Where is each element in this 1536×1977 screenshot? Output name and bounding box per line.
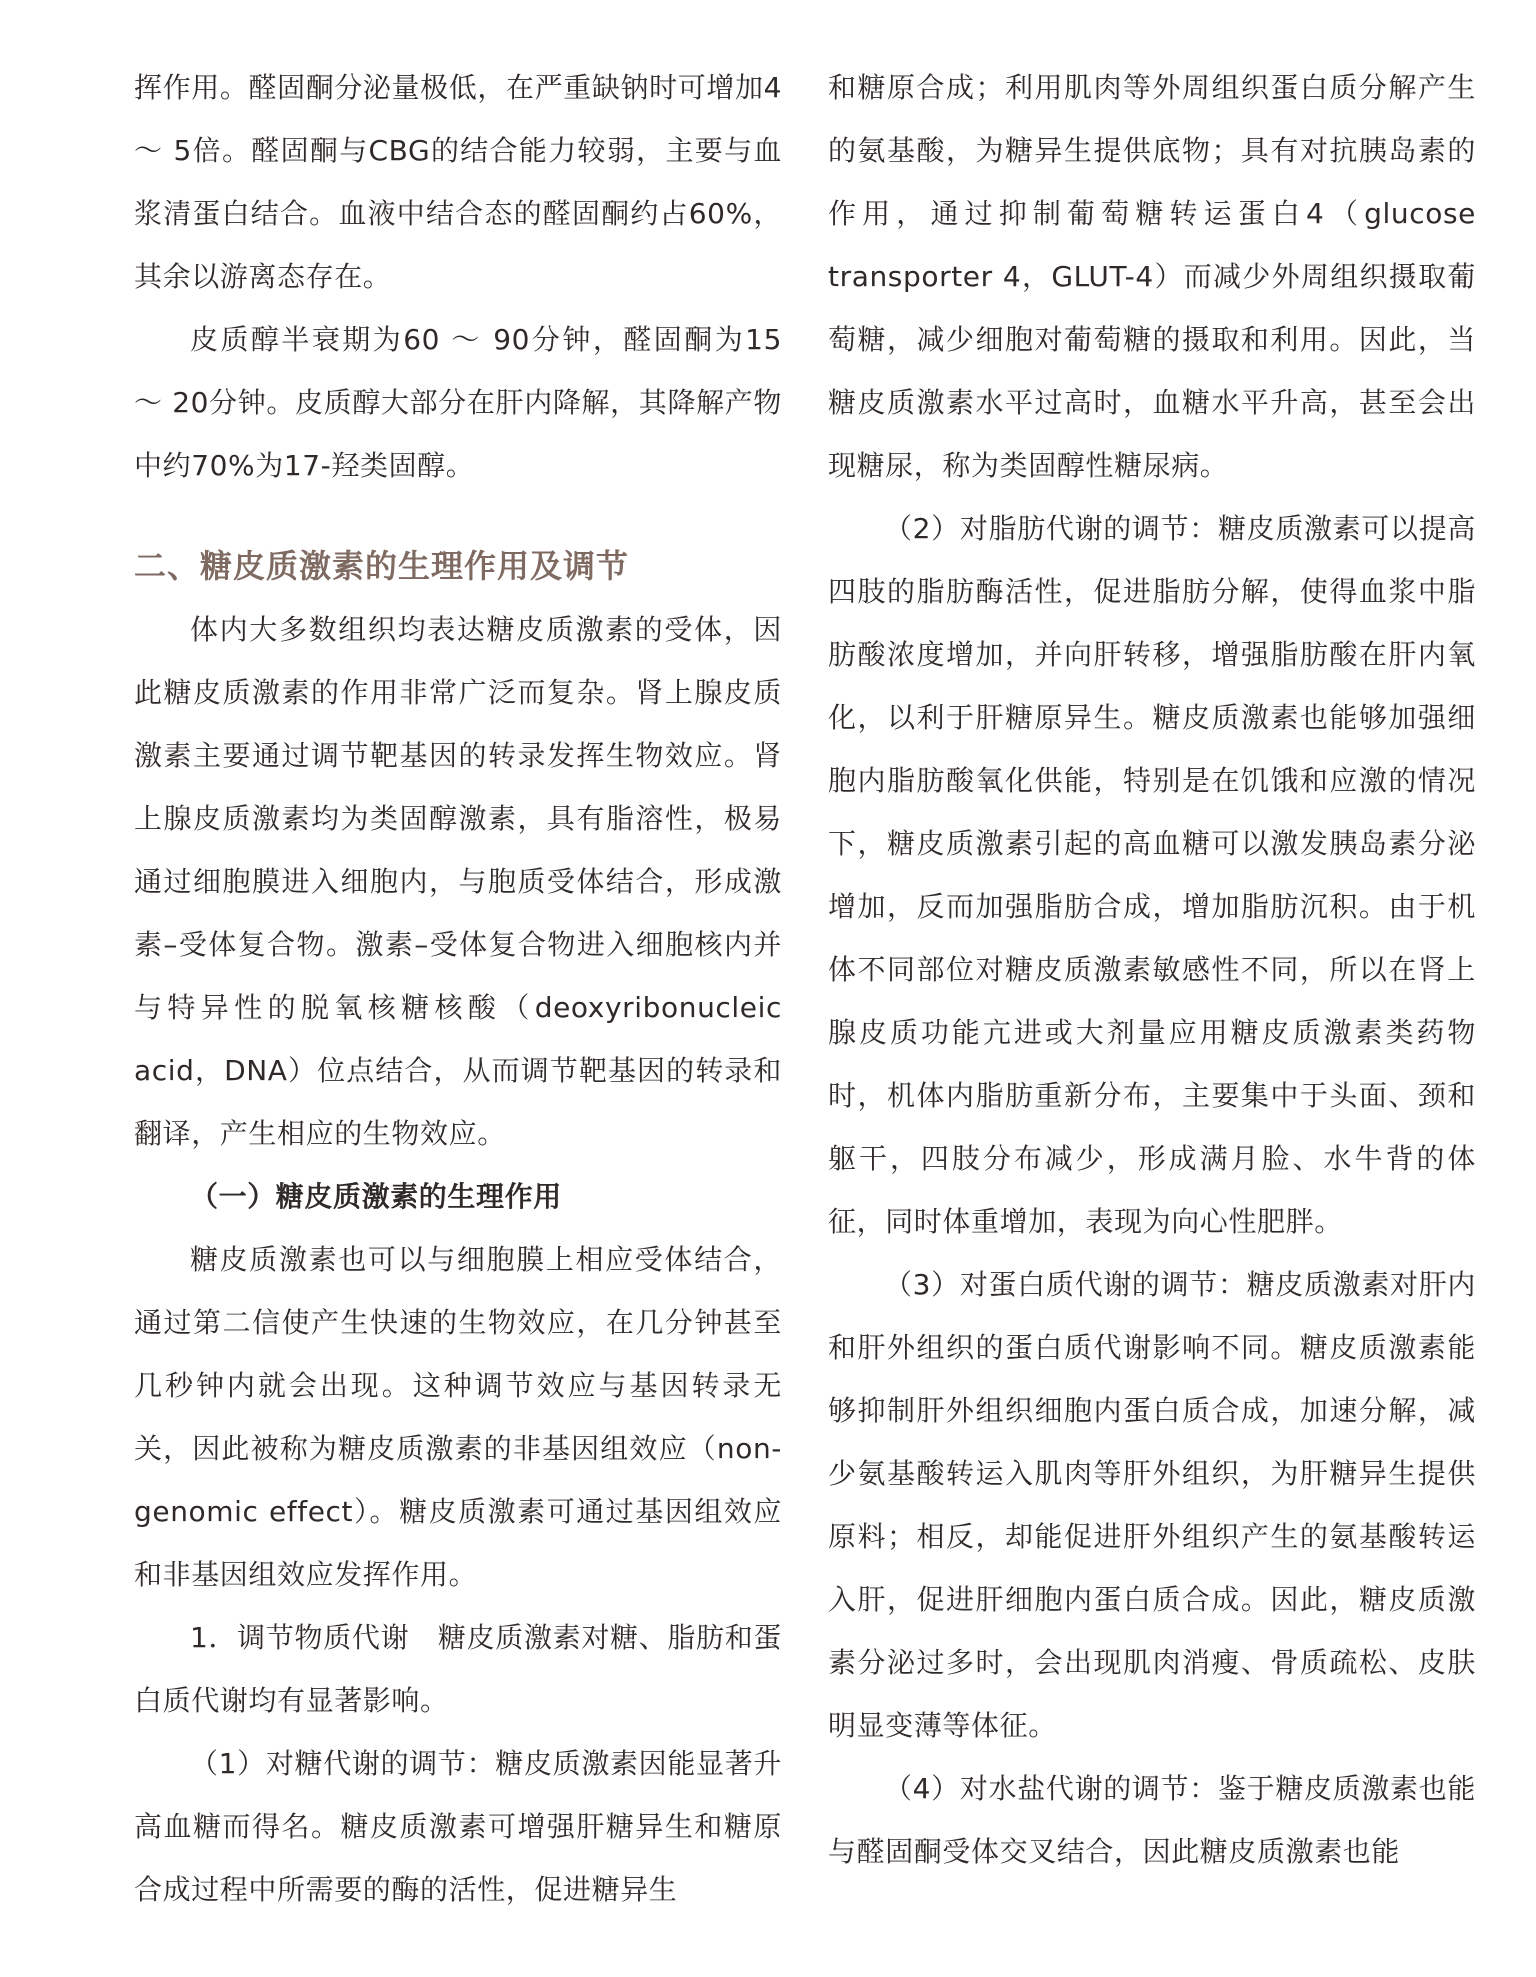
paragraph-sugar-metabolism: （1）对糖代谢的调节：糖皮质激素因能显著升高血糖而得名。糖皮质激素可增强肝糖异生和糖原合成过程中所需要的酶的活性，促进糖异生: [134, 1747, 782, 1906]
paragraph-sugar-metabolism-continued: 和糖原合成；利用肌肉等外周组织蛋白质分解产生的氨基酸，为糖异生提供底物；具有对抗胰岛素的作用，通过抑制葡萄糖转运蛋白4（glucose transporter 4，GLUT-4）而减少外周组织摄取葡萄糖，减少细胞对葡萄糖的摄取和利用。因此，当糖皮质激素水平过高时，血糖水平升高，甚至会出现糖尿，称为类固醇性糖尿病。: [828, 71, 1476, 482]
left-column: [134, 56, 782, 1921]
paragraph-metabolism-regulation: 1．调节物质代谢 糖皮质激素对糖、脂肪和蛋白质代谢均有显著影响。: [134, 1621, 782, 1717]
paragraph-fat-metabolism: （2）对脂肪代谢的调节：糖皮质激素可以提高四肢的脂肪酶活性，促进脂肪分解，使得血浆中脂肪酸浓度增加，并向肝转移，增强脂肪酸在肝内氧化，以利于肝糖原异生。糖皮质激素也能够加强细胞内脂肪酸氧化供能，特别是在饥饿和应激的情况下，糖皮质激素引起的高血糖可以激发胰岛素分泌增加，反而加强脂肪合成，增加脂肪沉积。由于机体不同部位对糖皮质激素敏感性不同，所以在肾上腺皮质功能亢进或大剂量应用糖皮质激素类药物时，机体内脂肪重新分布，主要集中于头面、颈和躯干，四肢分布减少，形成满月脸、水牛背的体征，同时体重增加，表现为向心性肥胖。: [828, 512, 1476, 1238]
paragraph-receptor-mechanism: 体内大多数组织均表达糖皮质激素的受体，因此糖皮质激素的作用非常广泛而复杂。肾上腺皮质激素主要通过调节靶基因的转录发挥生物效应。肾上腺皮质激素均为类固醇激素，具有脂溶性，极易通过细胞膜进入细胞内，与胞质受体结合，形成激素–受体复合物。激素–受体复合物进入细胞核内并与特异性的脱氧核糖核酸（deoxyribonucleic acid，DNA）位点结合，从而调节靶基因的转录和翻译，产生相应的生物效应。: [134, 613, 782, 1150]
paragraph-protein-metabolism: （3）对蛋白质代谢的调节：糖皮质激素对肝内和肝外组织的蛋白质代谢影响不同。糖皮质激素能够抑制肝外组织细胞内蛋白质合成，加速分解，减少氨基酸转运入肌肉等肝外组织，为肝糖异生提供原料；相反，却能促进肝外组织产生的氨基酸转运入肝，促进肝细胞内蛋白质合成。因此，糖皮质激素分泌过多时，会出现肌肉消瘦、骨质疏松、皮肤明显变薄等体征。: [828, 1268, 1476, 1742]
paragraph-aldosterone-binding: 挥作用。醛固酮分泌量极低，在严重缺钠时可增加4 ～ 5倍。醛固酮与CBG的结合能力较弱，主要与血浆清蛋白结合。血液中结合态的醛固酮约占60%，其余以游离态存在。: [134, 71, 782, 293]
paragraph-water-salt-metabolism: （4）对水盐代谢的调节：鉴于糖皮质激素也能与醛固酮受体交叉结合，因此糖皮质激素也能: [828, 1772, 1476, 1868]
right-column: [828, 56, 1476, 1883]
section-heading-glucocorticoid: 二、糖皮质激素的生理作用及调节: [134, 547, 630, 585]
subsection-heading-physiological-effects: （一）糖皮质激素的生理作用: [190, 1180, 562, 1213]
paragraph-non-genomic-effect: 糖皮质激素也可以与细胞膜上相应受体结合，通过第二信使产生快速的生物效应，在几分钟甚至几秒钟内就会出现。这种调节效应与基因转录无关，因此被称为糖皮质激素的非基因组效应（non-genomic effect）。糖皮质激素可通过基因组效应和非基因组效应发挥作用。: [134, 1243, 782, 1591]
paragraph-half-life: 皮质醇半衰期为60 ～ 90分钟，醛固酮为15 ～ 20分钟。皮质醇大部分在肝内降解，其降解产物中约70%为17-羟类固醇。: [134, 323, 782, 482]
